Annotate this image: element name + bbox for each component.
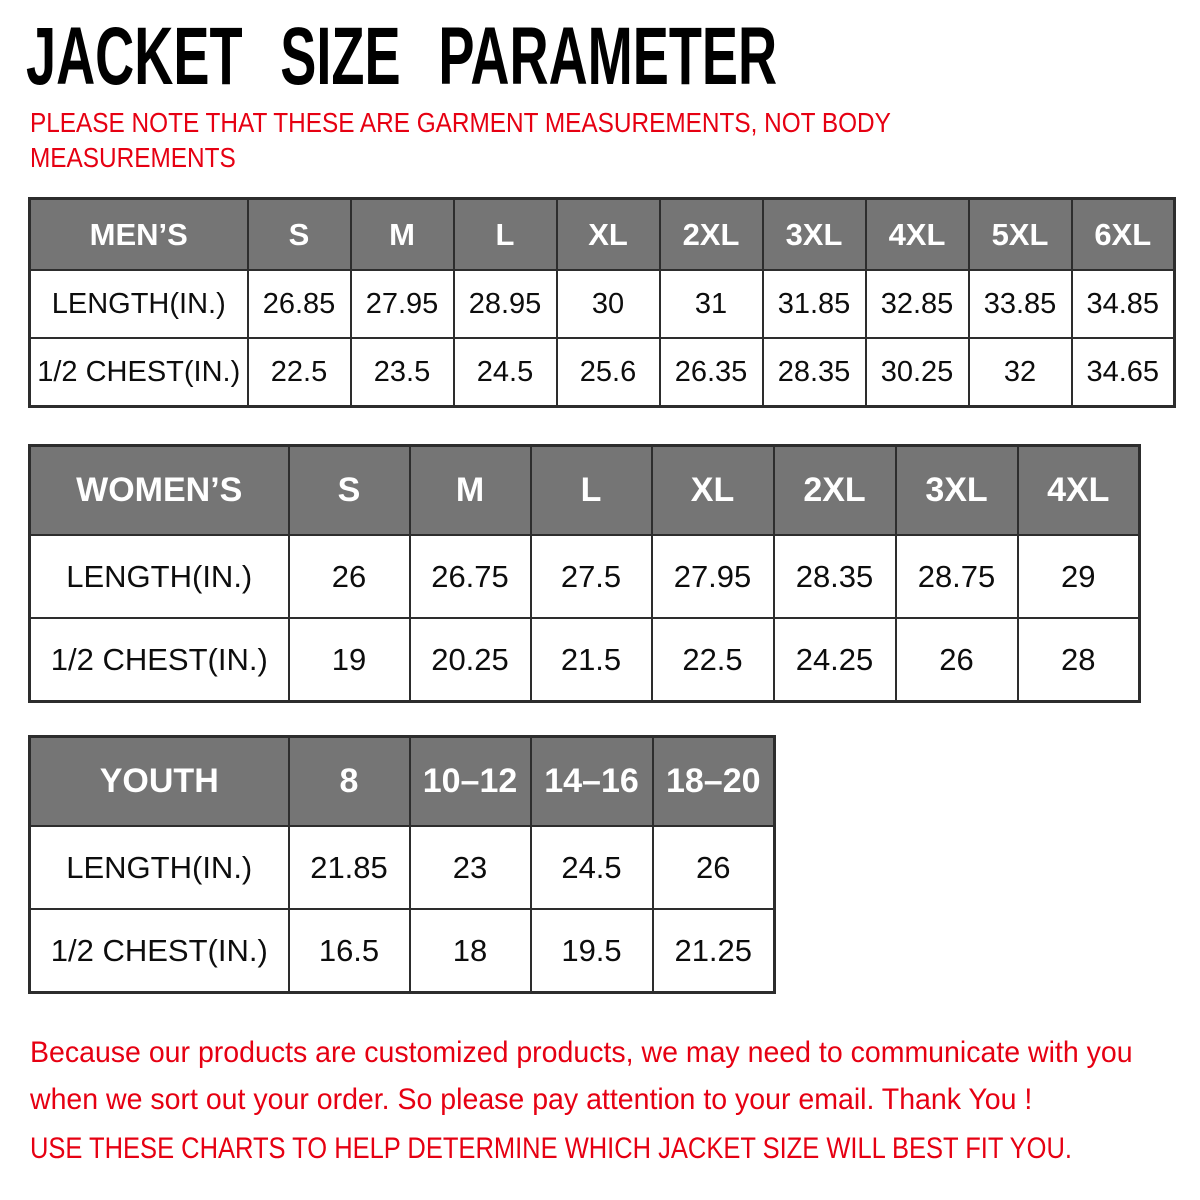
cell-value: 23.5 xyxy=(351,338,454,407)
mens-col-l: L xyxy=(454,199,557,271)
cell-value: 33.85 xyxy=(969,270,1072,338)
row-label: 1/2 CHEST(IN.) xyxy=(30,909,289,993)
mens-col-5xl: 5XL xyxy=(969,199,1072,271)
cell-value: 26 xyxy=(896,618,1018,702)
cell-value: 22.5 xyxy=(248,338,351,407)
cell-value: 31.85 xyxy=(763,270,866,338)
womens-chest-row xyxy=(30,618,1140,702)
mens-col-m: M xyxy=(351,199,454,271)
cell-value: 34.65 xyxy=(1072,338,1175,407)
cell-value: 23 xyxy=(410,826,531,909)
cell-value: 30.25 xyxy=(866,338,969,407)
womens-col-4xl: 4XL xyxy=(1018,446,1140,536)
cell-value: 26.75 xyxy=(410,535,531,618)
row-label: LENGTH(IN.) xyxy=(30,270,248,338)
page-title: JACKET SIZE PARAMETER xyxy=(26,11,778,102)
cell-value: 25.6 xyxy=(557,338,660,407)
cell-value: 19 xyxy=(289,618,410,702)
cell-value: 27.5 xyxy=(531,535,652,618)
customization-notice xyxy=(30,1030,1191,1123)
mens-col-xl: XL xyxy=(557,199,660,271)
note-line-1: PLEASE NOTE THAT THESE ARE GARMENT MEASUREMENTS, NOT BODY xyxy=(30,107,891,138)
cell-value: 30 xyxy=(557,270,660,338)
youth-chest-row xyxy=(30,909,775,993)
cell-value: 21.85 xyxy=(289,826,410,909)
cell-value: 28.35 xyxy=(774,535,896,618)
footer-line-2: when we sort out your order. So please pay attention to your email. Thank You ! xyxy=(30,1082,1033,1116)
womens-col-l: L xyxy=(531,446,652,536)
womens-col-s: S xyxy=(289,446,410,536)
cell-value: 31 xyxy=(660,270,763,338)
cell-value: 19.5 xyxy=(531,909,653,993)
row-label: LENGTH(IN.) xyxy=(30,826,289,909)
womens-size-table xyxy=(28,444,1141,703)
womens-header-row xyxy=(30,446,1140,536)
chart-usage-hint: USE THESE CHARTS TO HELP DETERMINE WHICH JACKET SIZE WILL BEST FIT YOU. xyxy=(30,1132,1072,1165)
cell-value: 20.25 xyxy=(410,618,531,702)
youth-col-14-16: 14–16 xyxy=(531,737,653,827)
youth-col-18-20: 18–20 xyxy=(653,737,775,827)
cell-value: 24.5 xyxy=(531,826,653,909)
cell-value: 27.95 xyxy=(351,270,454,338)
youth-size-table xyxy=(28,735,776,994)
garment-measurement-note xyxy=(30,106,1020,175)
cell-value: 16.5 xyxy=(289,909,410,993)
cell-value: 26 xyxy=(289,535,410,618)
cell-value: 29 xyxy=(1018,535,1140,618)
youth-col-8: 8 xyxy=(289,737,410,827)
cell-value: 18 xyxy=(410,909,531,993)
row-label: LENGTH(IN.) xyxy=(30,535,289,618)
mens-size-table xyxy=(28,197,1176,408)
cell-value: 28.35 xyxy=(763,338,866,407)
mens-header-row xyxy=(30,199,1175,271)
womens-table-title: WOMEN’S xyxy=(30,446,289,536)
mens-col-2xl: 2XL xyxy=(660,199,763,271)
footer-line-1: Because our products are customized products, we may need to communicate with you xyxy=(30,1036,1133,1069)
cell-value: 21.5 xyxy=(531,618,652,702)
cell-value: 24.5 xyxy=(454,338,557,407)
mens-col-3xl: 3XL xyxy=(763,199,866,271)
mens-col-4xl: 4XL xyxy=(866,199,969,271)
cell-value: 21.25 xyxy=(653,909,775,993)
womens-length-row xyxy=(30,535,1140,618)
cell-value: 28.95 xyxy=(454,270,557,338)
womens-col-2xl: 2XL xyxy=(774,446,896,536)
mens-col-6xl: 6XL xyxy=(1072,199,1175,271)
note-line-2: MEASUREMENTS xyxy=(30,141,236,173)
womens-col-3xl: 3XL xyxy=(896,446,1018,536)
mens-col-s: S xyxy=(248,199,351,271)
youth-length-row xyxy=(30,826,775,909)
cell-value: 34.85 xyxy=(1072,270,1175,338)
cell-value: 32.85 xyxy=(866,270,969,338)
cell-value: 24.25 xyxy=(774,618,896,702)
mens-length-row xyxy=(30,270,1175,338)
mens-chest-row xyxy=(30,338,1175,407)
row-label: 1/2 CHEST(IN.) xyxy=(30,618,289,702)
youth-table-title: YOUTH xyxy=(30,737,289,827)
cell-value: 22.5 xyxy=(652,618,774,702)
cell-value: 27.95 xyxy=(652,535,774,618)
row-label: 1/2 CHEST(IN.) xyxy=(30,338,248,407)
womens-col-m: M xyxy=(410,446,531,536)
youth-header-row xyxy=(30,737,775,827)
youth-col-10-12: 10–12 xyxy=(410,737,531,827)
mens-table-title: MEN’S xyxy=(30,199,248,271)
cell-value: 26.85 xyxy=(248,270,351,338)
cell-value: 28.75 xyxy=(896,535,1018,618)
cell-value: 26.35 xyxy=(660,338,763,407)
cell-value: 32 xyxy=(969,338,1072,407)
cell-value: 28 xyxy=(1018,618,1140,702)
cell-value: 26 xyxy=(653,826,775,909)
womens-col-xl: XL xyxy=(652,446,774,536)
